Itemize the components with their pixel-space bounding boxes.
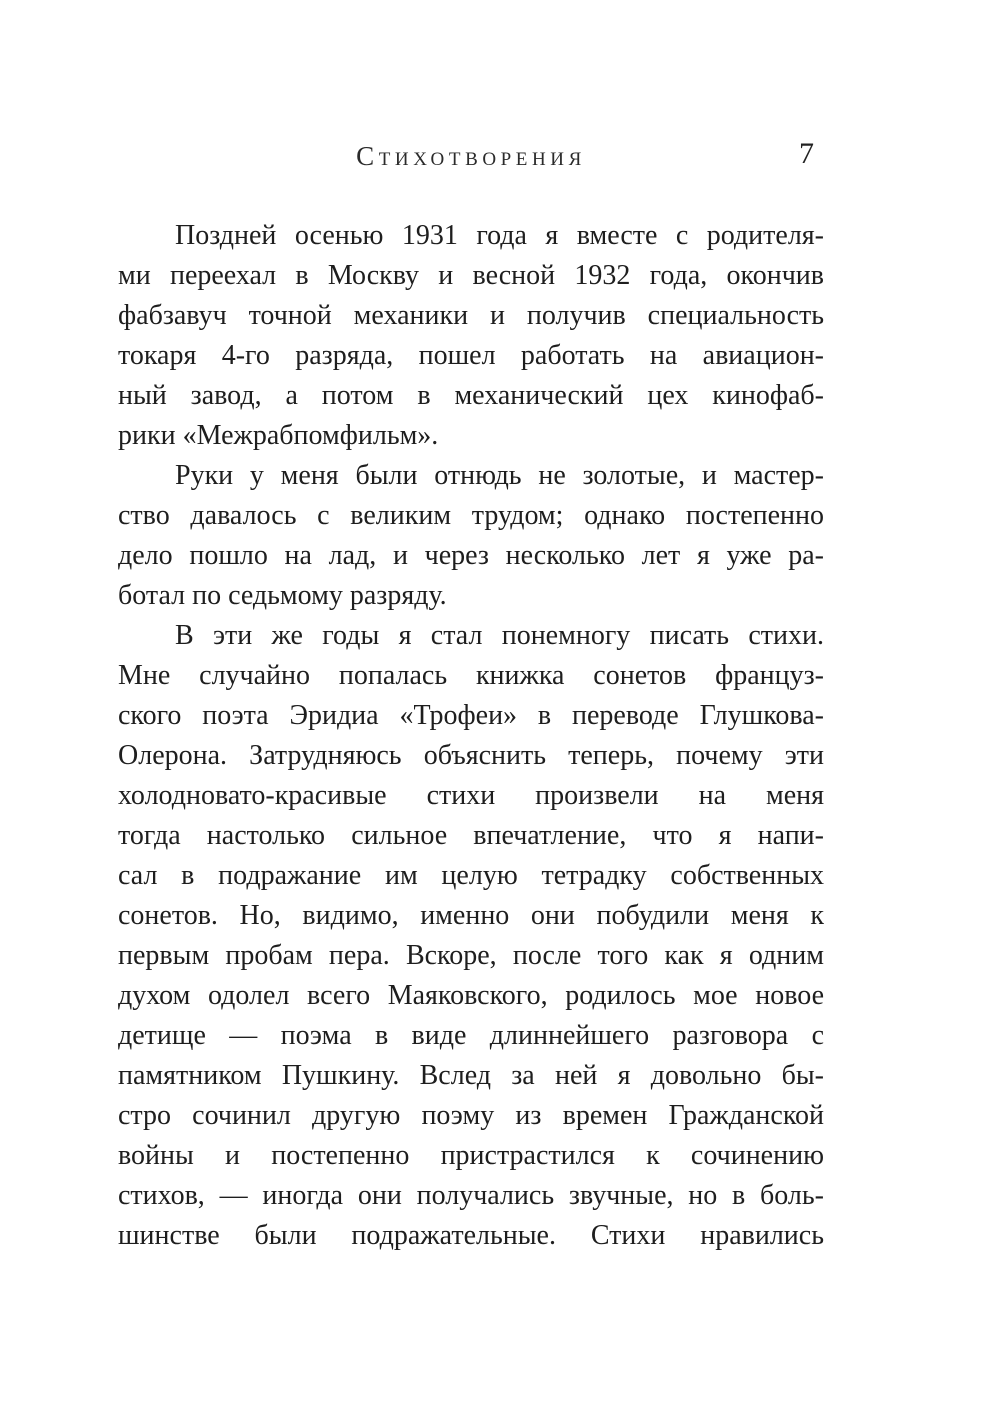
text-line: Поздней осенью 1931 года я вместе с родителя- [175, 220, 824, 251]
text-line: тогда настолько сильное впечатление, что я напи- [118, 820, 824, 851]
text-line: токаря 4-го разряда, пошел работать на авиацион- [118, 340, 824, 371]
text-line: стихов, — иногда они получались звучные, но в боль- [118, 1180, 824, 1211]
text-body [118, 216, 824, 1256]
text-line: первым пробам пера. Вскоре, после того как я одним [118, 940, 824, 971]
text-line: стро сочинил другую поэму из времен Гражданской [118, 1100, 824, 1131]
text-line: сал в подражание им целую тетрадку собственных [118, 860, 824, 891]
text-line: ботал по седьмому разряду. [118, 580, 447, 611]
text-line: Мне случайно попалась книжка сонетов француз- [118, 660, 824, 691]
text-line: духом одолел всего Маяковского, родилось мое новое [118, 980, 824, 1011]
book-page [118, 0, 824, 1256]
text-line: фабзавуч точной механики и получив специальность [118, 300, 824, 331]
paragraph [118, 456, 824, 616]
page-number: 7 [799, 137, 814, 170]
text-line: детище — поэма в виде длиннейшего разговора с [118, 1020, 824, 1051]
text-line: рики «Межрабпомфильм». [118, 420, 439, 451]
text-line: памятником Пушкину. Вслед за ней я довольно бы- [118, 1060, 824, 1091]
text-line: ный завод, а потом в механический цех кинофаб- [118, 380, 824, 411]
text-line: В эти же годы я стал понемногу писать стихи. [175, 620, 824, 651]
text-line: дело пошло на лад, и через несколько лет я уже ра- [118, 540, 824, 571]
text-line: шинстве были подражательные. Стихи нравились [118, 1220, 824, 1251]
text-line: ство давалось с великим трудом; однако постепенно [118, 500, 824, 531]
text-line: Олерона. Затрудняюсь объяснить теперь, почему эти [118, 740, 824, 771]
text-line: сонетов. Но, видимо, именно они побудили меня к [118, 900, 824, 931]
text-line: ми переехал в Москву и весной 1932 года, окончив [118, 260, 824, 291]
paragraph [118, 616, 824, 1256]
chapter-title: Стихотворения [356, 141, 586, 171]
text-line: ского поэта Эридиа «Трофеи» в переводе Глушкова- [118, 700, 824, 731]
text-line: холодновато-красивые стихи произвели на меня [118, 780, 824, 811]
text-line: Руки у меня были отнюдь не золотые, и мастер- [175, 460, 824, 491]
running-header [118, 137, 824, 172]
text-line: войны и постепенно пристрастился к сочинению [118, 1140, 824, 1171]
paragraph [118, 216, 824, 456]
